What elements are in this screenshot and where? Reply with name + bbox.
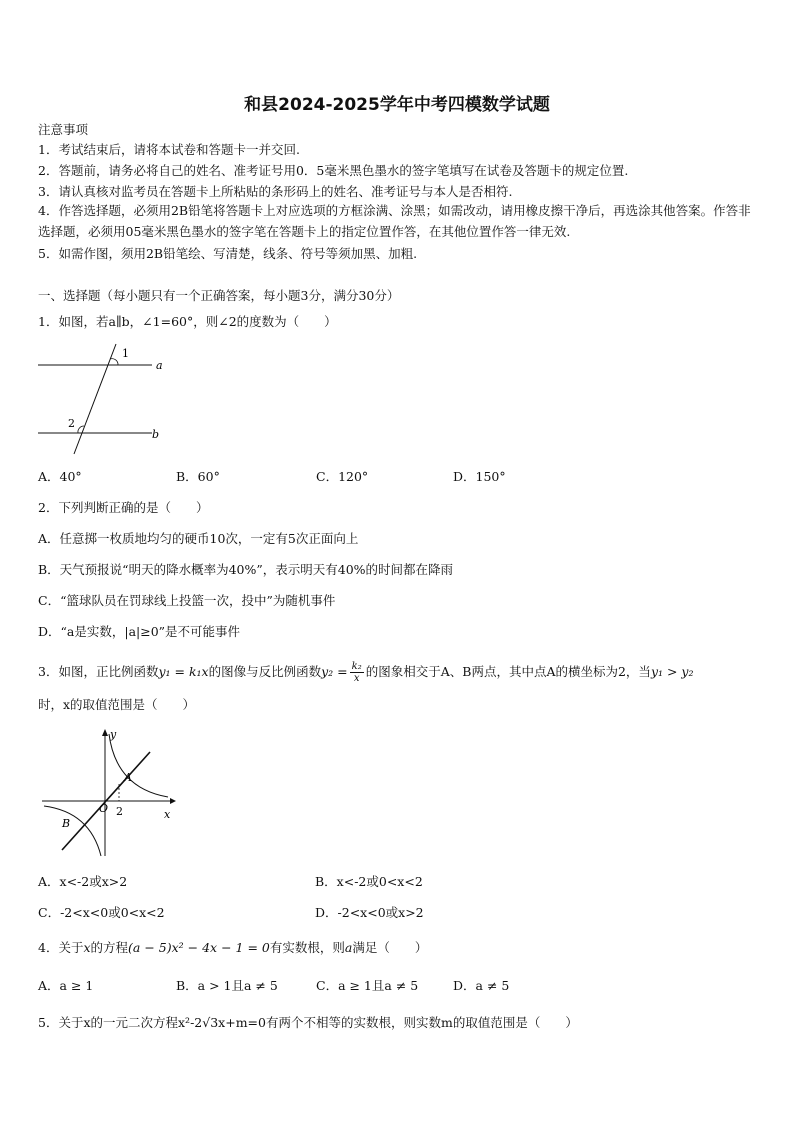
tick-two-label: 2 bbox=[116, 805, 123, 818]
notice-item-5: 5．如需作图，须用2B铅笔绘、写清楚，线条、符号等须加黑、加粗. bbox=[38, 246, 418, 261]
x-axis-arrow bbox=[170, 798, 176, 804]
q3-stem-c: 的图象相交于A、B两点，其中点A的横坐标为2，当 bbox=[365, 664, 651, 679]
q3-stem-b: 的图像与反比例函数 bbox=[208, 664, 322, 679]
hyperbola-branch-2 bbox=[44, 806, 101, 856]
angle-2-label: 2 bbox=[68, 417, 75, 430]
q4-option-d: D．a ≠ 5 bbox=[453, 978, 510, 993]
point-b-label: B bbox=[62, 817, 71, 830]
notice-item-2: 2．答题前，请务必将自己的姓名、准考证号用0．5毫米黑色墨水的签字笔填写在试卷及答题卡的规定位置. bbox=[38, 163, 629, 178]
q3-figure bbox=[40, 726, 180, 858]
q3-option-c: C．-2<x<0或0<x<2 bbox=[38, 905, 165, 920]
q2-option-a: A．任意掷一枚质地均匀的硬币10次，一定有5次正面向上 bbox=[38, 531, 359, 546]
q3-formula-y2-left: y₂ = bbox=[321, 664, 348, 679]
q4-stem-d: 满足（ ） bbox=[352, 940, 428, 955]
q4-option-c: C．a ≥ 1且a ≠ 5 bbox=[316, 978, 419, 993]
line-a-label: a bbox=[156, 359, 163, 372]
section-heading: 一、选择题（每小题只有一个正确答案，每小题3分，满分30分） bbox=[38, 288, 400, 303]
q3-formula-compare: y₁ > y₂ bbox=[650, 664, 694, 679]
q3-fraction bbox=[350, 661, 364, 684]
q4-var-a: a bbox=[344, 940, 353, 955]
notice-item-4: 4．作答选择题，必须用2B铅笔将答题卡上对应选项的方框涂满、涂黑；如需改动，请用橡皮擦干净后，再选涂其他答案。作答非选择题，必须用05毫米黑色墨水的签字笔在答题卡上的指定位置作答，在其他位置作答一律无效. bbox=[38, 203, 751, 239]
point-a-label: A bbox=[124, 771, 132, 784]
y-axis-arrow bbox=[102, 729, 108, 736]
q5-sqrt: √3 bbox=[202, 1015, 219, 1030]
x-axis-label: x bbox=[164, 808, 171, 821]
q1-figure bbox=[34, 340, 174, 458]
q4-stem-a: 4．关于 bbox=[38, 940, 84, 955]
q1-option-a: A．40° bbox=[38, 469, 82, 484]
q3-stem-a: 3．如图，正比例函数 bbox=[38, 664, 159, 679]
q3-formula-y1: y₁ = k₁x bbox=[158, 664, 209, 679]
q4-stem-b: 的方程 bbox=[90, 940, 129, 955]
notice-item-1: 1．考试结束后，请将本试卷和答题卡一并交回. bbox=[38, 142, 300, 157]
q4-option-a: A．a ≥ 1 bbox=[38, 978, 94, 993]
origin-label: O bbox=[99, 802, 109, 815]
angle-1-label: 1 bbox=[122, 347, 129, 360]
q3-option-d: D．-2<x<0或x>2 bbox=[315, 905, 424, 920]
q5-stem-a: 5．关于x的一元二次方程x²-2 bbox=[38, 1015, 203, 1030]
q4-equation: (a − 5)x² − 4x − 1 = 0 bbox=[128, 940, 270, 955]
q2-option-c: C．“篮球队员在罚球线上投篮一次，投中”为随机事件 bbox=[38, 593, 336, 608]
q3-fraction-num: k₂ bbox=[351, 661, 362, 672]
notice-heading: 注意事项 bbox=[38, 122, 89, 137]
q3-option-a: A．x<-2或x>2 bbox=[38, 874, 128, 889]
q4-stem-c: 有实数根，则 bbox=[269, 940, 345, 955]
q2-option-d: D．“a是实数，|a|≥0”是不可能事件 bbox=[38, 624, 241, 639]
q3-stem-line1 bbox=[38, 661, 694, 684]
y-axis-label: y bbox=[110, 728, 117, 741]
q3-stem-d: 时，x的取值范围是（ ） bbox=[38, 697, 196, 712]
angle-1-arc bbox=[110, 359, 118, 365]
q5-stem bbox=[38, 1015, 578, 1031]
q1-stem: 1．如图，若a∥b，∠1=60°，则∠2的度数为（ ） bbox=[38, 314, 337, 329]
q1-option-d: D．150° bbox=[453, 469, 506, 484]
notice-item-3: 3．请认真核对监考员在答题卡上所粘贴的条形码上的姓名、准考证号与本人是否相符. bbox=[38, 184, 513, 199]
line-b-label: b bbox=[152, 428, 160, 441]
q1-option-b: B．60° bbox=[176, 469, 220, 484]
q4-stem bbox=[38, 940, 427, 956]
transversal bbox=[74, 344, 116, 454]
q3-option-b: B．x<-2或0<x<2 bbox=[315, 874, 423, 889]
q2-option-b: B．天气预报说“明天的降水概率为40%”，表示明天有40%的时间都在降雨 bbox=[38, 562, 454, 577]
q1-option-c: C．120° bbox=[316, 469, 369, 484]
q4-var-x: x bbox=[83, 940, 91, 955]
q2-stem: 2．下列判断正确的是（ ） bbox=[38, 500, 209, 515]
q4-option-b: B．a > 1且a ≠ 5 bbox=[176, 978, 278, 993]
q5-stem-b: x+m=0有两个不相等的实数根，则实数m的取值范围是（ ） bbox=[218, 1015, 578, 1030]
page-title: 和县2024-2025学年中考四模数学试题 bbox=[244, 95, 550, 115]
q3-fraction-den: x bbox=[353, 673, 360, 684]
